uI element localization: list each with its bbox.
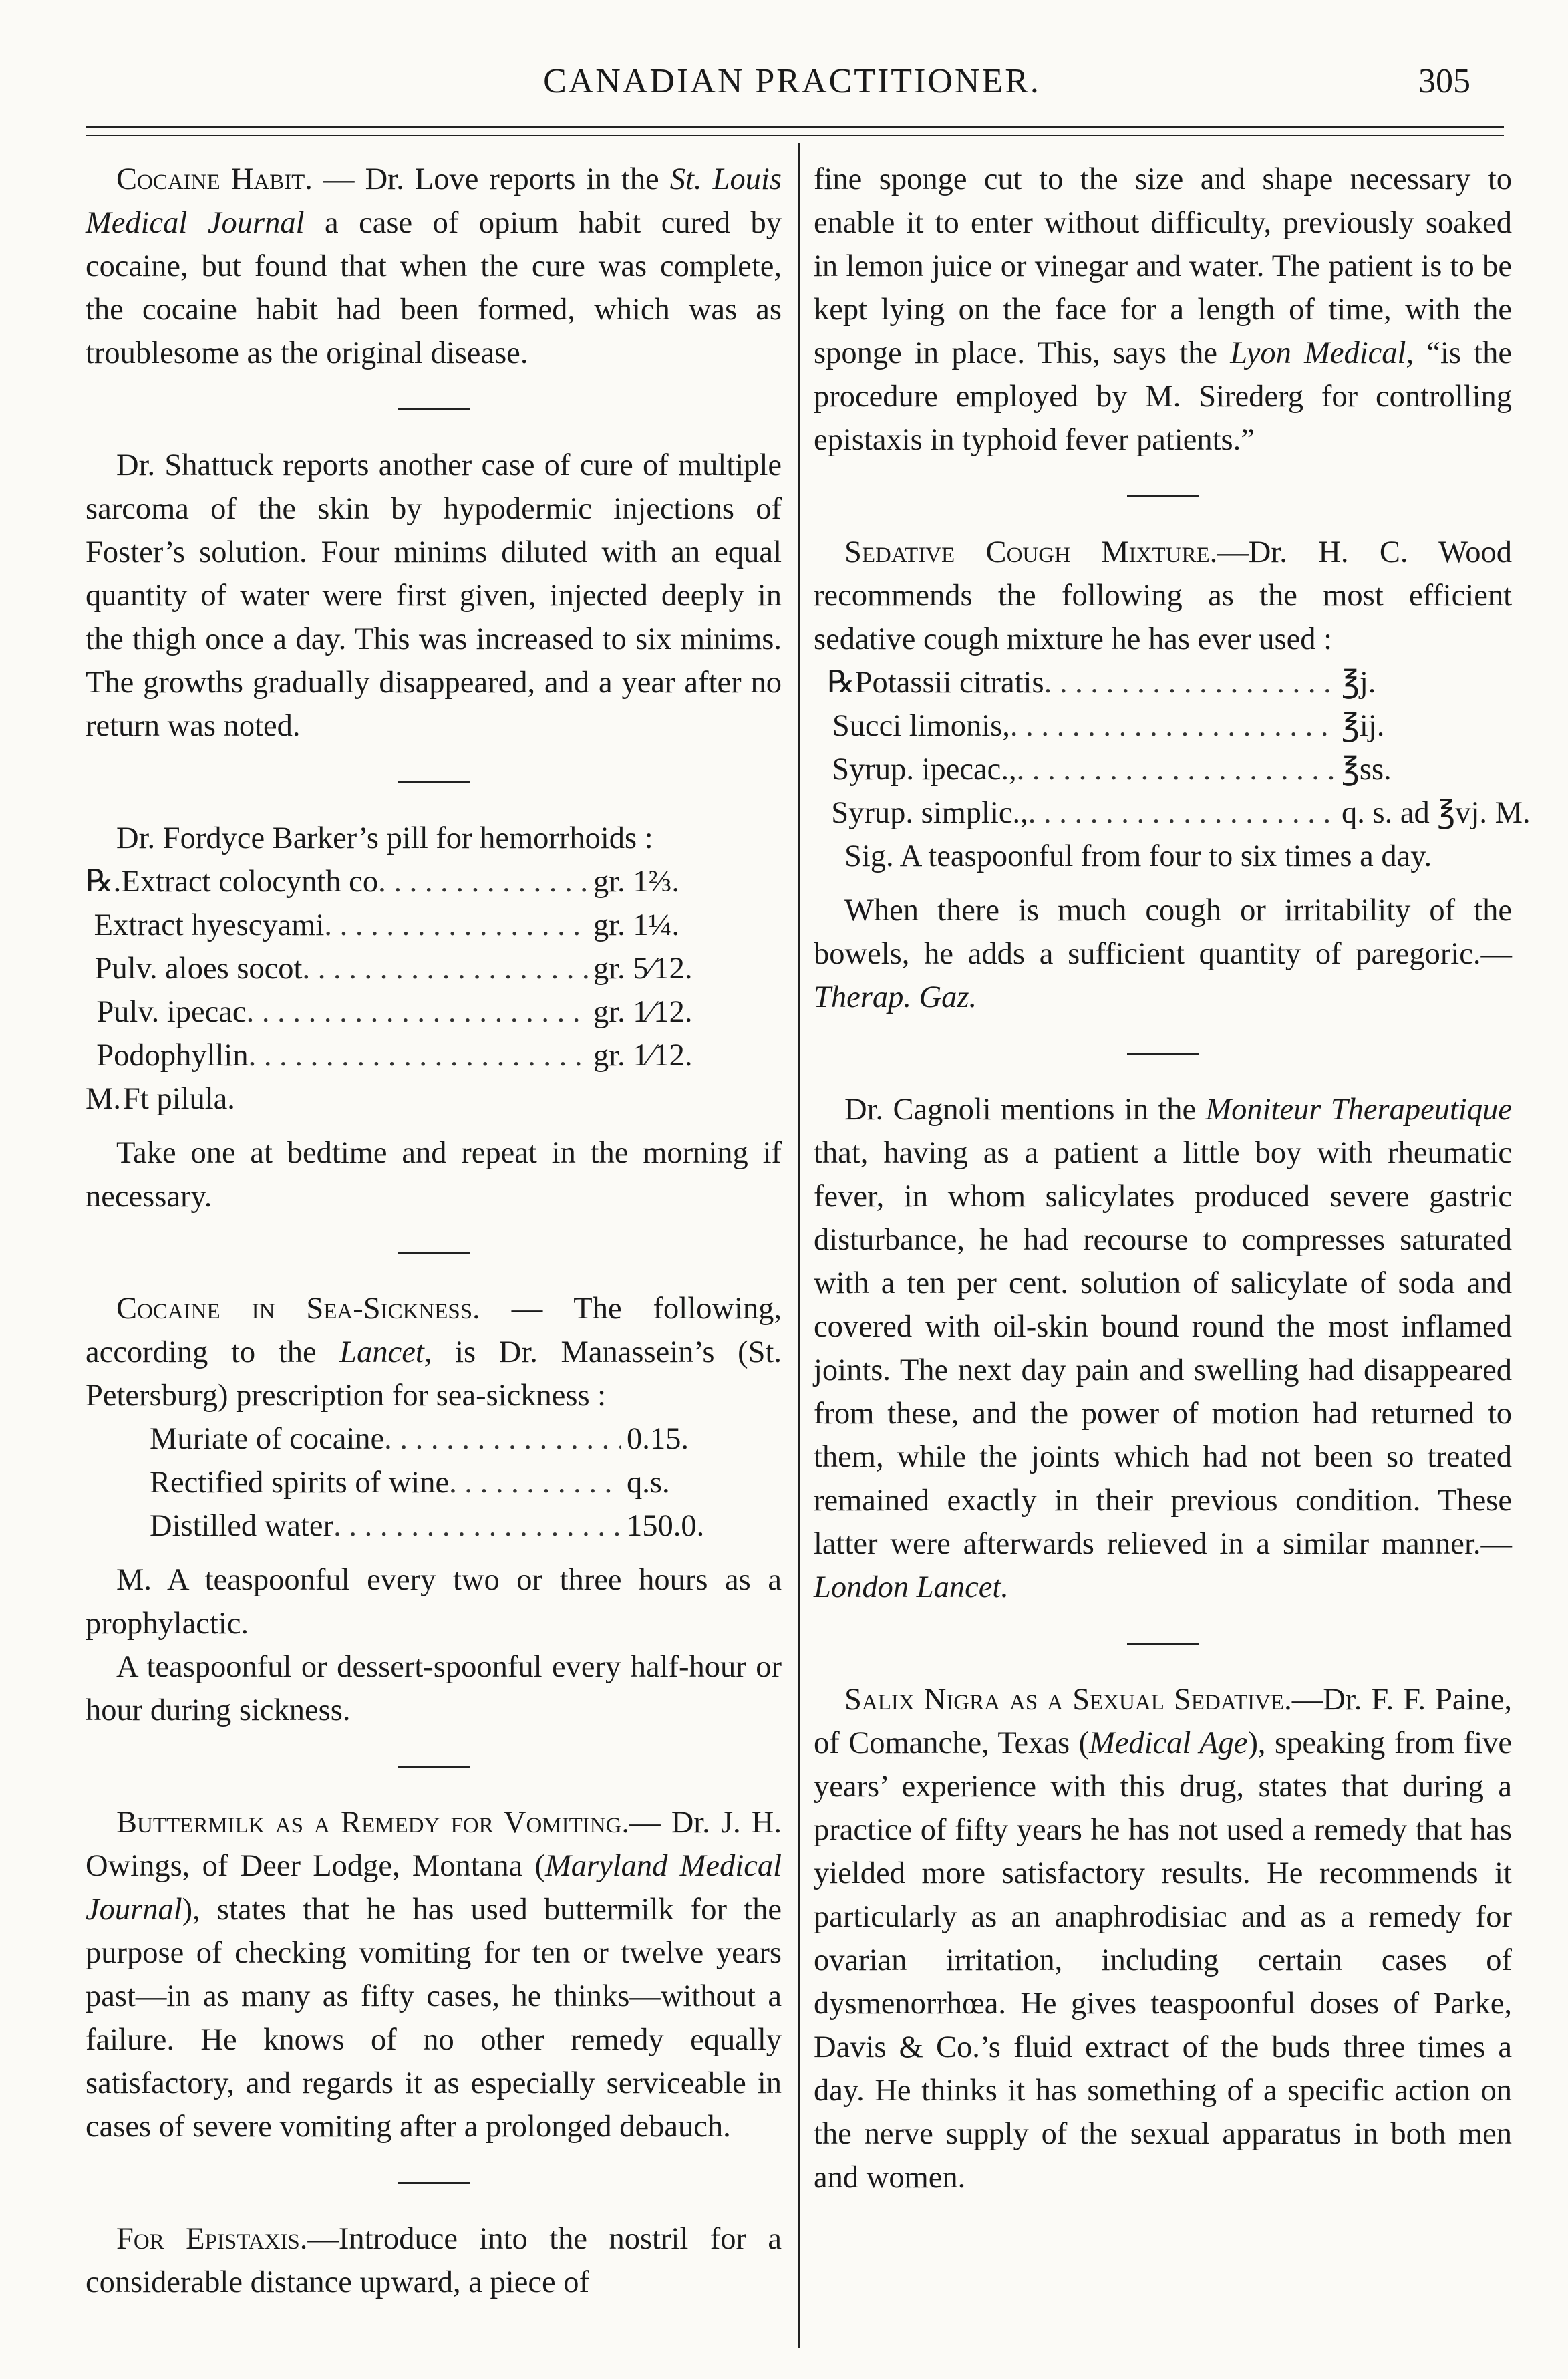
prescription-line: [86, 1504, 727, 1548]
text: —Dr. F. F. Paine, of Comanche, Texas (: [814, 1683, 1512, 1760]
drug-name: Pulv. aloes socot: [94, 952, 303, 986]
drug-name: Potassii citratis: [854, 666, 1044, 700]
article-hemorrhoid-pill: [86, 817, 782, 1218]
drug-dose: ℥ij.: [1342, 709, 1385, 743]
dot-leader: [1017, 748, 1336, 791]
section-separator: [398, 408, 470, 410]
paragraph: Sig. A teaspoonful from four to six times a day.: [844, 839, 1432, 873]
left-column: [86, 158, 782, 2304]
dot-leader: [333, 1504, 621, 1548]
paragraph: [86, 1287, 782, 1417]
text: — Dr. J. H. Owings, of Deer Lodge, Montana (: [86, 1806, 782, 1883]
paragraph: [814, 1088, 1512, 1609]
prescription-line: [86, 947, 700, 990]
drug-name: Distilled water: [150, 1509, 334, 1543]
article-title: Salix Nigra as a Sexual Sedative.: [844, 1683, 1292, 1717]
article-epistaxis-continued: [814, 158, 1512, 462]
text: A teaspoonful every two or three hours as a prophylactic.: [86, 1563, 782, 1641]
drug-name: Pulv. ipecac: [96, 995, 247, 1029]
prescription: [86, 860, 782, 1121]
column-divider: [798, 143, 800, 2348]
recipe-symbol: ℞: [827, 666, 855, 700]
article-cagnoli-salicylate: [814, 1088, 1512, 1609]
text: — Dr. Love reports in the: [312, 162, 670, 196]
journal-name: Medical Age: [1089, 1726, 1248, 1760]
page-header: [80, 61, 1504, 115]
text: that, having as a patient a little boy with rheumatic fever, in whom salicylates produced severe gastric disturbance, he had recourse to compresses saturated with a ten per cent. solution of salicylate of soda and covered with oil-skin bound round the most inflamed joints. The next day pain and swelling had disappeared from these, and the power of motion had returned to them, while the joints which had not been so treated remained exactly in their previous condition. These latter were afterwards relieved in a similar manner.—: [814, 1136, 1512, 1561]
page-number: 305: [1418, 62, 1470, 100]
section-separator: [1127, 1053, 1199, 1055]
prescription-line: [86, 1077, 700, 1121]
drug-dose: gr. 1⅔.: [593, 865, 680, 899]
paragraph: [814, 1678, 1512, 2199]
dot-leader: [247, 990, 588, 1034]
section-separator: [1127, 495, 1199, 497]
journal-name: Lyon Medical,: [1230, 336, 1414, 370]
dot-leader: [1010, 704, 1336, 748]
drug-dose: ℥ss.: [1342, 752, 1392, 787]
text: a case of opium habit cured by cocaine, but found that when the cure was complete, the cocaine habit had been formed, which was as troublesome as the original disease.: [86, 206, 782, 370]
drug-dose: q. s. ad ℥vj. M.: [1342, 796, 1531, 830]
drug-dose: gr. 1⁄12.: [593, 1038, 693, 1073]
section-separator: [398, 781, 470, 783]
journal-name: Lancet,: [339, 1335, 432, 1369]
prescription: [86, 1417, 782, 1548]
text: —Dr. H. C. Wood recommends the following as the most efficient sedative cough mixture he has ever used :: [814, 535, 1513, 656]
article-cocaine-sea-sickness: [86, 1287, 782, 1732]
drug-dose: ℥j.: [1342, 666, 1376, 700]
text: —Introduce into the nostril for a considerable distance upward, a piece of: [86, 2222, 782, 2299]
running-head: CANADIAN PRACTITIONER.: [543, 62, 1041, 100]
paragraph: A teaspoonful or dessert-spoonful every half-hour or hour during sickness.: [86, 1650, 782, 1727]
drug-dose: 0.15.: [627, 1422, 689, 1456]
paragraph: [86, 2217, 782, 2304]
paragraph: Take one at bedtime and repeat in the morning if necessary.: [86, 1136, 782, 1214]
header-rule-thick: [86, 126, 1504, 128]
section-separator: [398, 1766, 470, 1768]
drug-name: Syrup. ipecac.,: [832, 752, 1017, 787]
dot-leader: [249, 1034, 588, 1077]
section-separator: [398, 2182, 470, 2184]
article-title: Buttermilk as a Remedy for Vomiting.: [116, 1806, 630, 1840]
drug-name: Muriate of cocaine: [150, 1422, 385, 1456]
dot-leader: [384, 1417, 621, 1461]
drug-dose: 150.0.: [627, 1509, 705, 1543]
journal-name: Moniteur Therapeutique: [1205, 1093, 1512, 1127]
paragraph: [814, 158, 1512, 462]
prescription-line: [86, 1034, 700, 1077]
section-separator: [398, 1252, 470, 1254]
drug-instruction: Ft pilula.: [123, 1082, 235, 1116]
drug-dose: q.s.: [627, 1465, 670, 1500]
drug-name: Extract colocynth co: [121, 865, 379, 899]
dot-leader: [1028, 791, 1336, 835]
dot-leader: [324, 903, 588, 947]
journal-name: Maryland Medical Journal: [86, 1849, 782, 1927]
drug-name: Rectified spirits of wine: [150, 1465, 450, 1500]
article-title: Cocaine Habit.: [116, 162, 313, 196]
drug-name: Extract hyescyami: [94, 908, 325, 942]
section-separator: [1127, 1643, 1199, 1645]
drug-name: Syrup. simplic.,: [831, 796, 1028, 830]
article-multiple-sarcoma: [86, 444, 782, 748]
text: Dr. Cagnoli mentions in the: [844, 1093, 1206, 1127]
prescription-line: [86, 1461, 727, 1504]
paragraph: Dr. Shattuck reports another case of cure of multiple sarcoma of the skin by hypodermic injections of Foster’s solution. Four minims diluted with an equal quantity of water were first given, injected deeply in the thigh once a day. This was increased to six minims. The growths gradually disappeared, and a year after no return was noted.: [86, 448, 782, 743]
dot-leader: [378, 860, 588, 903]
article-salix-nigra: [814, 1678, 1512, 2199]
paragraph: Dr. Fordyce Barker’s pill for hemorrhoids :: [116, 821, 653, 855]
paragraph: [86, 158, 782, 375]
drug-dose: gr. 5⁄12.: [593, 952, 693, 986]
text: — The following, according to the: [86, 1292, 782, 1369]
prescription-line: [814, 748, 1502, 791]
prescription-line: [814, 791, 1531, 835]
prescription-line: [86, 990, 700, 1034]
prescription: [814, 661, 1531, 835]
article-title: Cocaine in Sea-Sickness.: [116, 1292, 480, 1326]
recipe-symbol: ℞.: [86, 865, 122, 899]
article-title: For Epistaxis.: [116, 2222, 308, 2256]
article-epistaxis: [86, 2217, 782, 2304]
journal-name: St. Louis Medical Journal: [86, 162, 782, 240]
source-citation: London Lancet.: [814, 1570, 1009, 1604]
dot-leader: [302, 947, 588, 990]
text: is Dr. Manassein’s (St. Petersburg) prescription for sea-sickness :: [86, 1335, 782, 1413]
article-title: Sedative Cough Mixture.: [844, 535, 1218, 569]
article-sedative-cough-mixture: [814, 531, 1531, 1019]
prescription-line: [86, 1417, 727, 1461]
drug-name: Podophyllin: [96, 1038, 249, 1073]
paragraph: [86, 1801, 782, 2148]
text: When there is much cough or irritability of the bowels, he adds a sufficient quantity of paregoric.—: [814, 893, 1512, 971]
prescription-line: [86, 860, 700, 903]
dot-leader: [1044, 661, 1336, 704]
paragraph: [814, 531, 1512, 661]
article-buttermilk-vomiting: [86, 1801, 782, 2148]
text: “is the procedure employed by M. Sirederg for controlling epistaxis in typhoid fever patients.”: [814, 336, 1512, 457]
text: ), speaking from five years’ experience with this drug, states that during a practice of fifty years he has not used a remedy that has yielded more satisfactory results. He recommends it particularly as an anaphrodisiac and as a remedy for ovarian irritation, including certain cases of dysmenorrhœa. He gives teaspoonful doses of Parke, Davis & Co.’s fluid extract of the buds three times a day. He thinks it has something of a specific action on the nerve supply of the sexual apparatus in both men and women.: [814, 1726, 1513, 2195]
drug-name: Succi limonis,: [832, 709, 1010, 743]
header-rule-thin: [86, 135, 1504, 136]
text: ), states that he has used buttermilk for the purpose of checking vomiting for ten or twelve years past—in as many as fifty cases, he thinks—without a failure. He knows of no other remedy equally satisfactory, and regards it as especially serviceable in cases of severe vomiting after a prolonged debauch.: [86, 1893, 782, 2144]
paragraph: [814, 889, 1512, 1019]
text: fine sponge cut to the size and shape necessary to enable it to enter without difficulty, previously soaked in lemon juice or vinegar and water. The patient is to be kept lying on the face for a length of time, with the sponge in place. This, says the: [814, 162, 1512, 370]
drug-dose: gr. 1¼.: [593, 908, 680, 942]
misce-symbol: M.: [116, 1563, 152, 1597]
drug-dose: gr. 1⁄12.: [593, 995, 693, 1029]
prescription-line: [814, 661, 1502, 704]
misce-symbol: M.: [86, 1082, 121, 1116]
article-cocaine-habit: [86, 158, 782, 375]
prescription-line: [86, 903, 700, 947]
paragraph: [86, 1558, 782, 1645]
dot-leader: [449, 1461, 621, 1504]
right-column: [814, 158, 1531, 2199]
prescription-line: [814, 704, 1502, 748]
source-citation: Therap. Gaz.: [814, 980, 977, 1014]
